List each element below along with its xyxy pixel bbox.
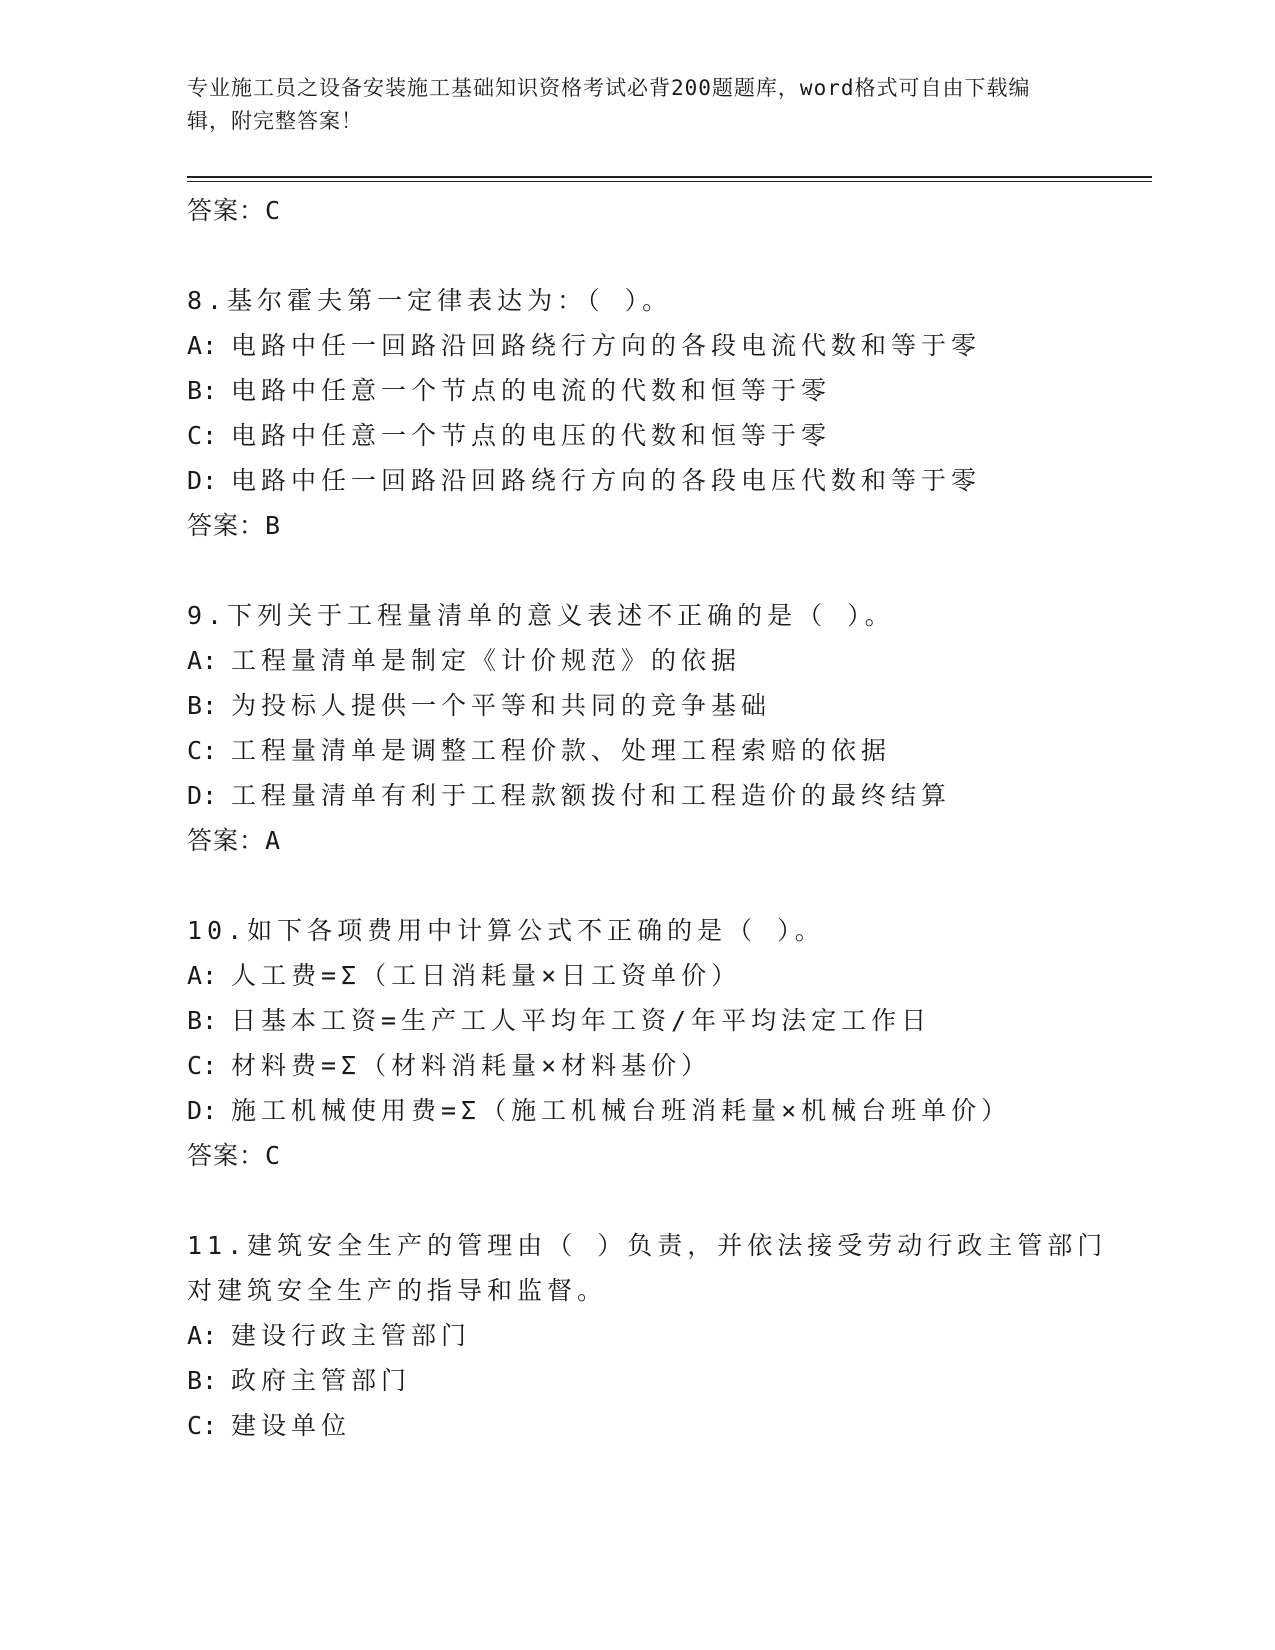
option-text: 建设单位 xyxy=(231,1411,352,1440)
option-a xyxy=(187,1313,1107,1358)
option-label: B: xyxy=(187,691,218,720)
question-list xyxy=(187,188,1107,1448)
question-8 xyxy=(187,278,1107,548)
answer-line: 答案：C xyxy=(187,1141,282,1170)
question-11 xyxy=(187,1223,1107,1448)
question-stem-line-2: 对建筑安全生产的指导和监督。 xyxy=(187,1276,608,1305)
option-label: D: xyxy=(187,466,218,495)
option-label: C: xyxy=(187,736,218,765)
option-b xyxy=(187,1358,1107,1403)
option-label: D: xyxy=(187,781,218,810)
option-text: 工程量清单有利于工程款额拨付和工程造价的最终结算 xyxy=(231,781,952,810)
option-d xyxy=(187,773,1107,818)
option-label: D: xyxy=(187,1096,218,1125)
option-b xyxy=(187,998,1107,1043)
option-label: C: xyxy=(187,421,218,450)
option-text: 工程量清单是调整工程价款、处理工程索赔的依据 xyxy=(231,736,892,765)
option-text: 电路中任意一个节点的电压的代数和恒等于零 xyxy=(231,421,832,450)
option-d xyxy=(187,1088,1107,1133)
option-text: 人工费=Σ（工日消耗量×日工资单价） xyxy=(231,961,742,990)
option-c xyxy=(187,1403,1107,1448)
question-stem: 10.如下各项费用中计算公式不正确的是（ ）。 xyxy=(187,916,825,945)
option-a xyxy=(187,953,1107,998)
option-text: 电路中任一回路沿回路绕行方向的各段电压代数和等于零 xyxy=(231,466,982,495)
option-b xyxy=(187,683,1107,728)
option-c xyxy=(187,728,1107,773)
question-10 xyxy=(187,908,1107,1178)
header-divider-thin xyxy=(187,181,1152,182)
option-label: A: xyxy=(187,331,218,360)
question-9 xyxy=(187,593,1107,863)
option-label: A: xyxy=(187,1321,218,1350)
header-divider xyxy=(187,176,1152,178)
answer-line: 答案：C xyxy=(187,196,282,225)
option-c xyxy=(187,413,1107,458)
option-label: B: xyxy=(187,376,218,405)
option-a xyxy=(187,638,1107,683)
answer-line: 答案：B xyxy=(187,511,282,540)
option-d xyxy=(187,458,1107,503)
option-text: 材料费=Σ（材料消耗量×材料基价） xyxy=(231,1051,712,1080)
option-label: A: xyxy=(187,646,218,675)
option-label: B: xyxy=(187,1366,218,1395)
option-text: 政府主管部门 xyxy=(231,1366,412,1395)
question-stem-line-1: 11.建筑安全生产的管理由（ ）负责，并依法接受劳动行政主管部门 xyxy=(187,1231,1108,1260)
option-label: C: xyxy=(187,1411,218,1440)
option-text: 为投标人提供一个平等和共同的竞争基础 xyxy=(231,691,772,720)
question-stem: 8.基尔霍夫第一定律表达为：（ ）。 xyxy=(187,286,673,315)
option-label: B: xyxy=(187,1006,218,1035)
option-text: 日基本工资=生产工人平均年工资/年平均法定工作日 xyxy=(231,1006,932,1035)
option-label: C: xyxy=(187,1051,218,1080)
option-text: 建设行政主管部门 xyxy=(231,1321,472,1350)
option-text: 工程量清单是制定《计价规范》的依据 xyxy=(231,646,742,675)
answer-line: 答案：A xyxy=(187,826,282,855)
option-c xyxy=(187,1043,1107,1088)
option-text: 施工机械使用费=Σ（施工机械台班消耗量×机械台班单价） xyxy=(231,1096,1012,1125)
document-header: 专业施工员之设备安装施工基础知识资格考试必背200题题库，word格式可自由下载编辑，附完整答案！ xyxy=(187,76,1031,133)
option-text: 电路中任意一个节点的电流的代数和恒等于零 xyxy=(231,376,832,405)
option-text: 电路中任一回路沿回路绕行方向的各段电流代数和等于零 xyxy=(231,331,982,360)
option-b xyxy=(187,368,1107,413)
question-stem: 9.下列关于工程量清单的意义表述不正确的是（ ）。 xyxy=(187,601,895,630)
option-label: A: xyxy=(187,961,218,990)
option-a xyxy=(187,323,1107,368)
